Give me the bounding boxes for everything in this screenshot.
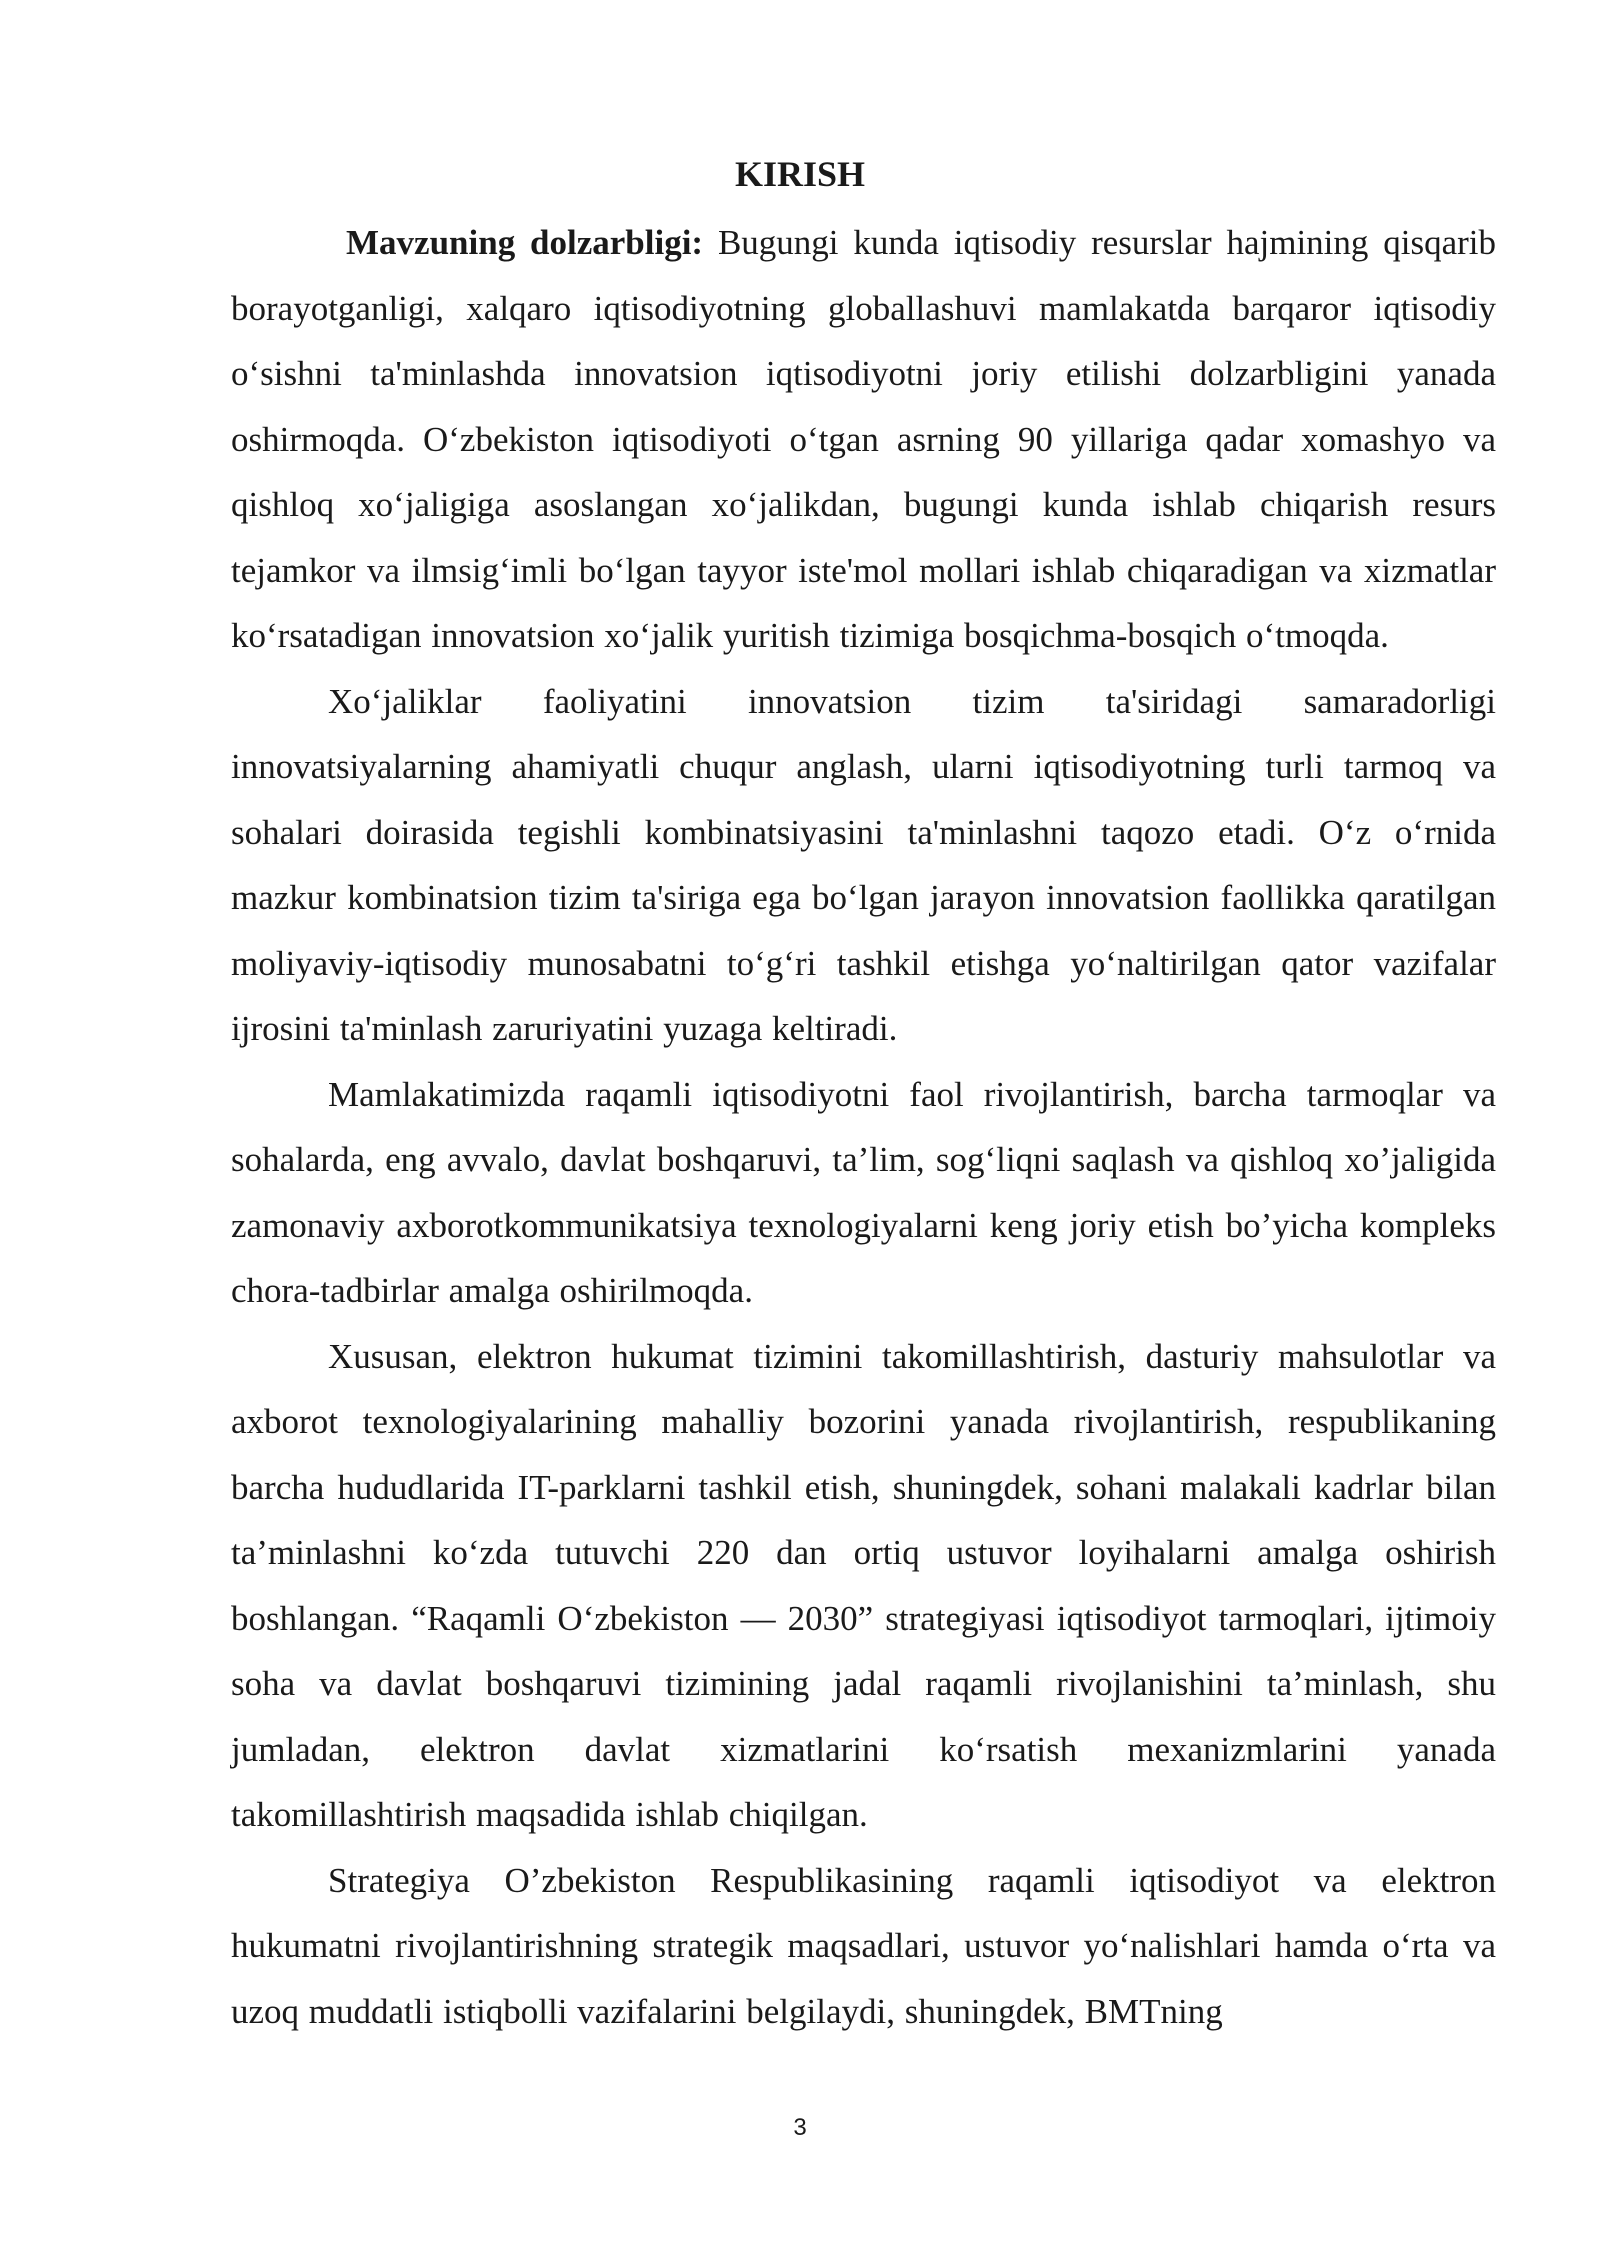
page-title: KIRISH <box>734 154 866 194</box>
paragraph-relevance <box>231 210 1496 669</box>
paragraph-text: Bugungi kunda iqtisodiy resurslar hajmining qisqarib borayotganligi, xalqaro iqtisodiyotning globallashuvi mamlakatda barqaror iqtisodiy o‘sishni ta'minlashda innovatsion iqtisodiyotni joriy etilishi dolzarbligini yanada oshirmoqda. O‘zbekiston iqtisodiyoti o‘tgan asrning 90 yillariga qadar xomashyo va qishloq xo‘jaligiga asoslangan xo‘jalikdan, bugungi kunda ishlab chiqarish resurs tejamkor va ilmsig‘imli bo‘lgan tayyor iste'mol mollari ishlab chiqaradigan va xizmatlar ko‘rsatadigan innovatsion xo‘jalik yuritish tizimiga bosqichma-bosqich o‘tmoqda. <box>231 223 1496 655</box>
paragraph: Strategiya O’zbekiston Respublikasining raqamli iqtisodiyot va elektron hukumatni rivojlantirishning strategik maqsadlari, ustuvor yo‘nalishlari hamda o‘rta va uzoq muddatli istiqbolli vazifalarini belgilaydi, shuningdek, BMTning <box>231 1860 1496 2031</box>
paragraph: Xususan, elektron hukumat tizimini takomillashtirish, dasturiy mahsulotlar va axborot texnologiyalarining mahalliy bozorini yanada rivojlantirish, respublikaning barcha hududlarida IT-parklarni tashkil etish, shuningdek, sohani malakali kadrlar bilan ta’minlashni ko‘zda tutuvchi 220 dan ortiq ustuvor loyihalarni amalga oshirish boshlangan. “Raqamli O‘zbekiston — 2030” strategiyasi iqtisodiyot tarmoqlari, ijtimoiy soha va davlat boshqaruvi tizimining jadal raqamli rivojlanishini ta’minlash, shu jumladan, elektron davlat xizmatlarini ko‘rsatish mexanizmlarini yanada takomillashtirish maqsadida ishlab chiqilgan. <box>231 1336 1496 1834</box>
page-number: 3 <box>793 2114 807 2141</box>
lead-label: Mavzuning dolzarbligi: <box>346 223 704 262</box>
document-body <box>231 210 1496 2044</box>
paragraph: Mamlakatimizda raqamli iqtisodiyotni faol rivojlantirish, barcha tarmoqlar va sohalarda, eng avvalo, davlat boshqaruvi, ta’lim, sog‘liqni saqlash va qishloq xo’jaligida zamonaviy axborotkommunikatsiya texnologiyalarni keng joriy etish bo’yicha kompleks chora-tadbirlar amalga oshirilmoqda. <box>231 1074 1496 1310</box>
paragraph: Xo‘jaliklar faoliyatini innovatsion tizim ta'siridagi samaradorligi innovatsiyalarning ahamiyatli chuqur anglash, ularni iqtisodiyotning turli tarmoq va sohalari doirasida tegishli kombinatsiyasini ta'minlashni taqozo etadi. O‘z o‘rnida mazkur kombinatsion tizim ta'siriga ega bo‘lgan jarayon innovatsion faollikka qaratilgan moliyaviy-iqtisodiy munosabatni to‘g‘ri tashkil etishga yo‘naltirilgan qator vazifalar ijrosini ta'minlash zaruriyatini yuzaga keltiradi. <box>231 681 1496 1048</box>
